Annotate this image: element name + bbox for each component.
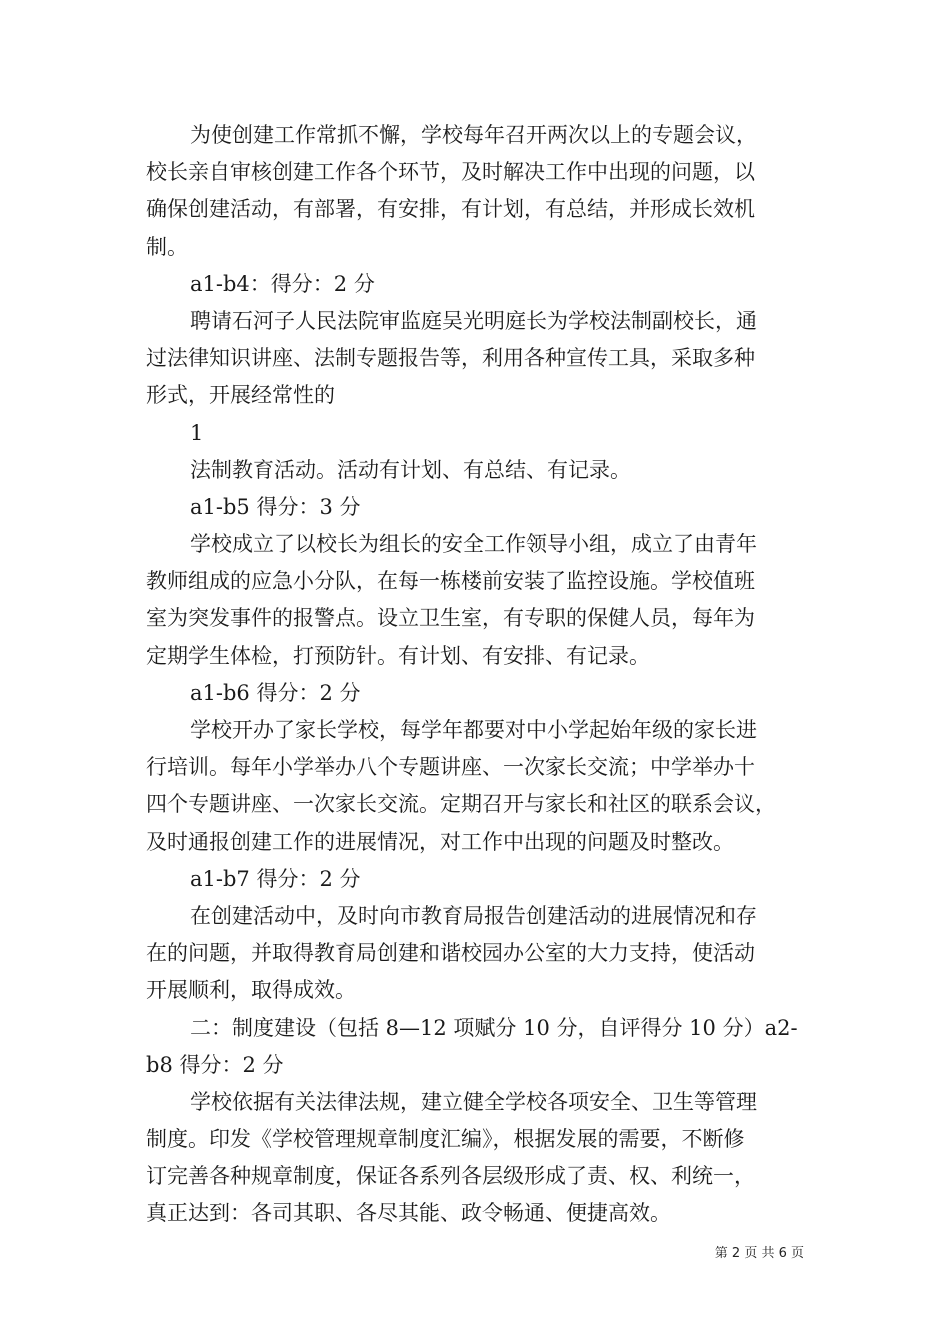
paragraph-line: 学校开办了家长学校，每学年都要对中小学起始年级的家长进 <box>190 718 757 742</box>
score-heading: a1-b5 得分：3 分 <box>190 494 361 519</box>
paragraph-line: 室为突发事件的报警点。设立卫生室，有专职的保健人员，每年为 <box>146 606 755 631</box>
paragraph-line: 订完善各种规章制度，保证各系列各层级形成了责、权、利统一， <box>146 1164 755 1189</box>
paragraph-line: 学校成立了以校长为组长的安全工作领导小组，成立了由青年 <box>190 532 757 557</box>
paragraph-line: 行培训。每年小学举办八个专题讲座、一次家长交流；中学举办十 <box>146 755 755 780</box>
section-heading: 二：制度建设（包括 8—12 项赋分 10 分，自评得分 10 分）a2- <box>190 1015 798 1040</box>
score-heading: a1-b7 得分：2 分 <box>190 866 361 891</box>
page-footer: 第 2 页 共 6 页 <box>714 1246 804 1261</box>
paragraph-line: 定期学生体检，打预防针。有计划、有安排、有记录。 <box>146 643 650 668</box>
paragraph-line: 四个专题讲座、一次家长交流。定期召开与家长和社区的联系会议， <box>146 792 776 817</box>
paragraph-line: 制度。印发《学校管理规章制度汇编》，根据发展的需要，不断修 <box>146 1127 745 1152</box>
paragraph-line: 形式，开展经常性的 <box>146 383 335 408</box>
score-heading: a1-b4：得分：2 分 <box>190 271 375 296</box>
paragraph-line: 及时通报创建工作的进展情况，对工作中出现的问题及时整改。 <box>146 829 734 854</box>
paragraph-line: 制。 <box>146 234 188 259</box>
inline-page-number: 1 <box>190 420 204 445</box>
paragraph-line: 开展顺利，取得成效。 <box>146 978 356 1003</box>
document-body <box>146 117 826 1233</box>
paragraph-line: 教师组成的应急小分队，在每一栋楼前安装了监控设施。学校值班 <box>146 569 755 594</box>
paragraph-line: 聘请石河子人民法院审监庭吴光明庭长为学校法制副校长，通 <box>190 308 757 333</box>
paragraph-line: 校长亲自审核创建工作各个环节，及时解决工作中出现的问题，以 <box>146 160 755 185</box>
score-heading: a1-b6 得分：2 分 <box>190 680 361 705</box>
paragraph-line: 学校依据有关法律法规，建立健全学校各项安全、卫生等管理 <box>190 1089 757 1114</box>
paragraph-line: 过法律知识讲座、法制专题报告等，利用各种宣传工具，采取多种 <box>146 346 755 371</box>
paragraph-line: 在的问题，并取得教育局创建和谐校园办公室的大力支持，使活动 <box>146 941 755 966</box>
paragraph-line: 为使创建工作常抓不懈，学校每年召开两次以上的专题会议， <box>190 123 757 147</box>
paragraph-line: 真正达到：各司其职、各尽其能、政令畅通、便捷高效。 <box>146 1201 671 1226</box>
paragraph-line: 确保创建活动，有部署，有安排，有计划，有总结，并形成长效机 <box>146 197 755 222</box>
score-heading: b8 得分：2 分 <box>146 1052 284 1077</box>
paragraph-line: 在创建活动中，及时向市教育局报告创建活动的进展情况和存 <box>190 903 757 928</box>
paragraph-line: 法制教育活动。活动有计划、有总结、有记录。 <box>190 457 631 482</box>
